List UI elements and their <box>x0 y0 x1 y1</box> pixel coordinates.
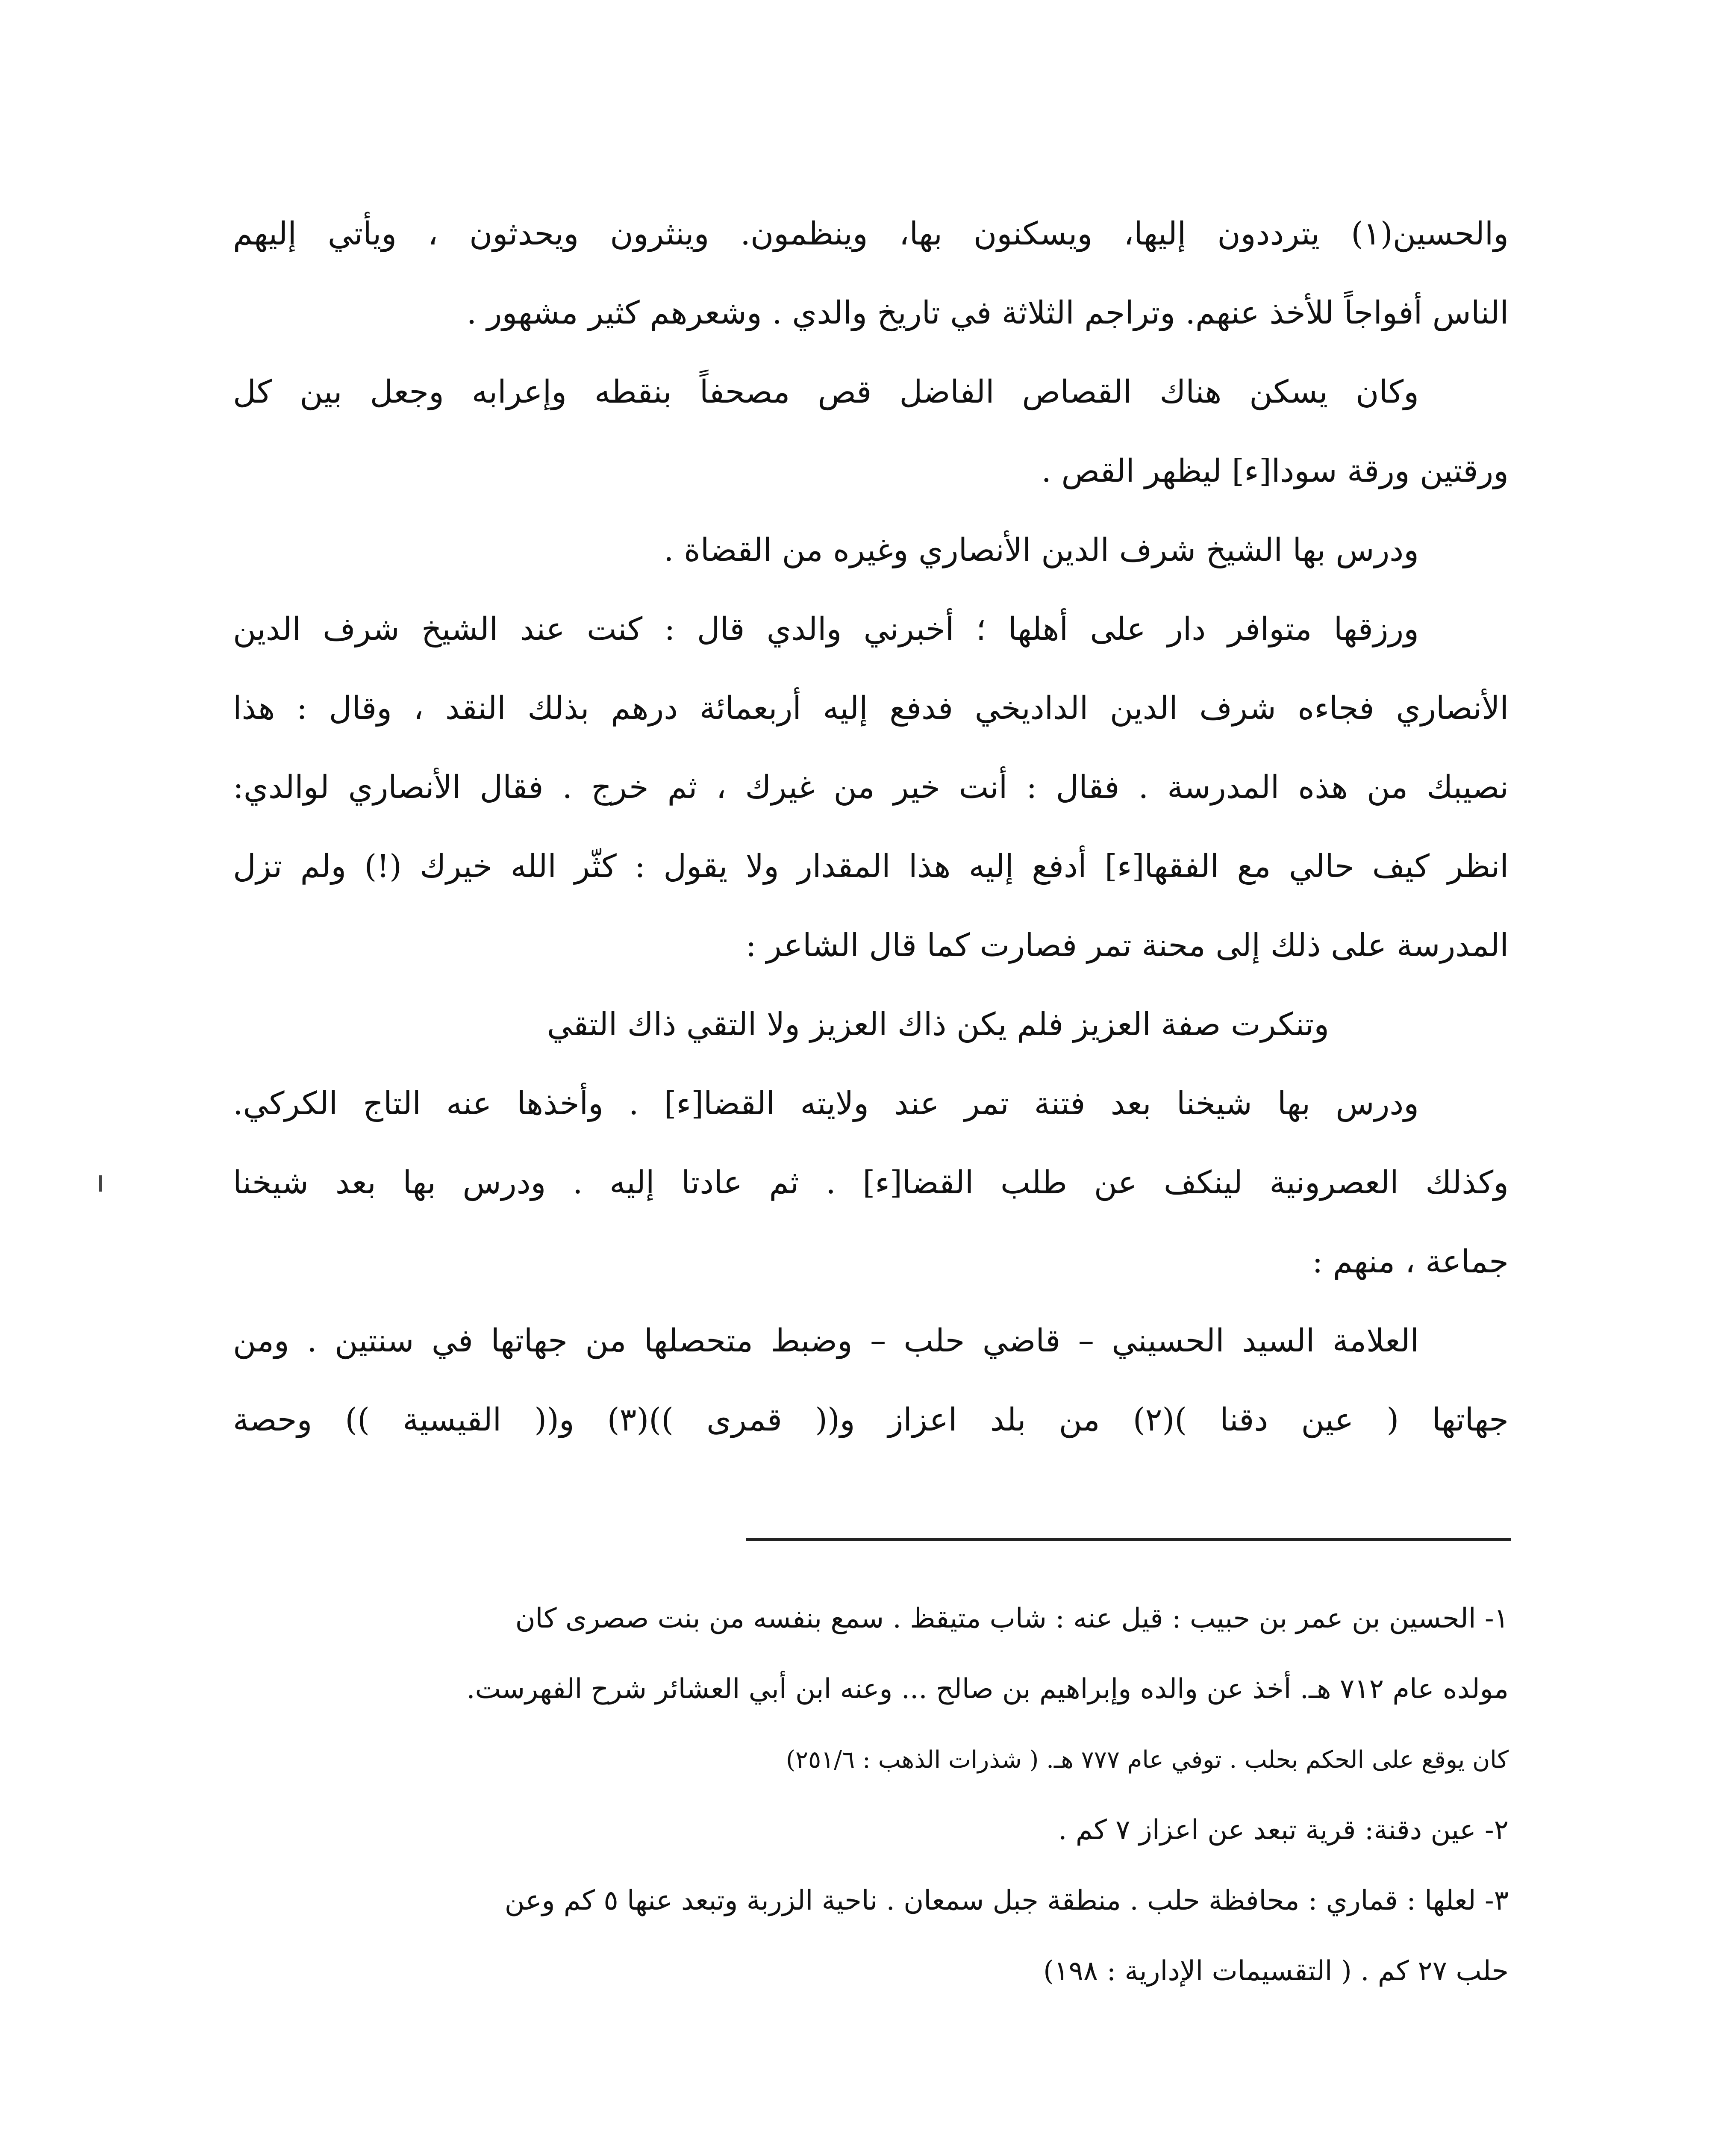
text-line: وكان يسكن هناك القصاص الفاضل قص مصحفاً بنقطه وإعرابه وجعل بين كل <box>233 374 1419 410</box>
footnote-line: ١- الحسين بن عمر بن حبيب : قيل عنه : شاب متيقظ . سمع بنفسه من بنت صصرى كان <box>515 1603 1509 1634</box>
text-line: ودرس بها شيخنا بعد فتنة تمر عند ولايته القضا[ء] . وأخذها عنه التاج الكركي. <box>233 1085 1419 1122</box>
text-line: نصيبك من هذه المدرسة . فقال : أنت خير من غيرك ، ثم خرج . فقال الأنصاري لوالدي: <box>233 769 1509 806</box>
footnote-line: ٣- لعلها : قماري : محافظة حلب . منطقة جبل سمعان . ناحية الزربة وتبعد عنها ٥ كم وعن <box>504 1885 1509 1916</box>
poetry-verse: وتنكرت صفة العزيز فلم يكن ذاك العزيز ولا التقي ذاك التقي <box>547 1006 1329 1043</box>
text-line: انظر كيف حالي مع الفقها[ء] أدفع إليه هذا المقدار ولا يقول : كثّر الله خيرك (!) ولم تزل <box>233 848 1509 885</box>
text-line: الناس أفواجاً للأخذ عنهم. وتراجم الثلاثة في تاريخ والدي . وشعرهم كثير مشهور . <box>466 294 1509 331</box>
text-line: الأنصاري فجاءه شرف الدين الداديخي فدفع إليه أربعمائة درهم بذلك النقد ، وقال : هذا <box>233 690 1509 727</box>
footnote-separator <box>746 1538 1511 1541</box>
footnote-line: مولده عام ٧١٢ هـ. أخذ عن والده وإبراهيم بن صالح ... وعنه ابن أبي العشائر شرح الفهرست. <box>466 1673 1509 1705</box>
margin-mark <box>99 1175 102 1192</box>
text-line: ورزقها متوافر دار على أهلها ؛ أخبرني والدي قال : كنت عند الشيخ شرف الدين <box>233 611 1419 648</box>
text-line: ورقتين ورقة سودا[ء] ليظهر القص . <box>1041 453 1509 489</box>
main-text <box>233 194 1509 1460</box>
footnote-line: ٢- عين دقنة: قرية تبعد عن اعزاز ٧ كم . <box>1058 1814 1509 1846</box>
footnote-line: حلب ٢٧ كم . ( التقسيمات الإدارية : ١٩٨) <box>1043 1955 1509 1987</box>
text-line: جماعة ، منهم : <box>1312 1243 1509 1280</box>
text-line: المدرسة على ذلك إلى محنة تمر فصارت كما قال الشاعر : <box>745 927 1509 964</box>
text-line: العلامة السيد الحسيني – قاضي حلب – وضبط متحصلها من جهاتها في سنتين . ومن <box>233 1322 1419 1359</box>
text-line: والحسين(١) يترددون إليها، ويسكنون بها، وينظمون. وينثرون ويحدثون ، ويأتي إليهم <box>233 215 1509 252</box>
footnotes <box>233 1584 1509 2007</box>
footnote-line: كان يوقع على الحكم بحلب . توفي عام ٧٧٧ هـ. ( شذرات الذهب : ٢٥١/٦) <box>786 1746 1509 1774</box>
text-line: وكذلك العصرونية لينكف عن طلب القضا[ء] . ثم عادتا إليه . ودرس بها بعد شيخنا <box>233 1164 1509 1201</box>
text-line: جهاتها ( عين دقنا )(٢) من بلد اعزاز و(( قمرى ))(٣) و(( القيسية )) وحصة <box>233 1401 1509 1438</box>
text-line: ودرس بها الشيخ شرف الدين الأنصاري وغيره من القضاة . <box>664 532 1419 568</box>
